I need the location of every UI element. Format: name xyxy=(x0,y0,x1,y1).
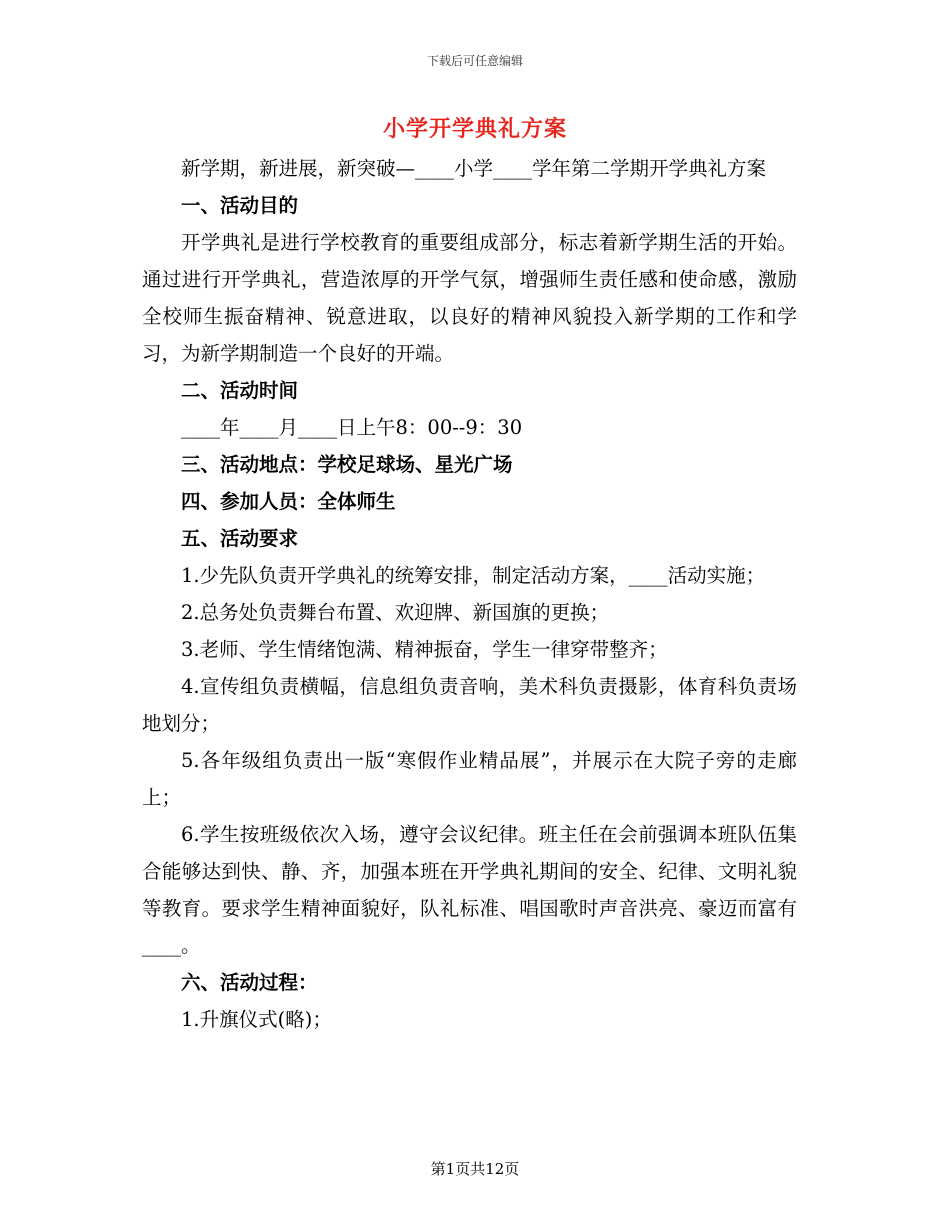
process-item: 1.升旗仪式(略)； xyxy=(181,1008,332,1031)
page-header: 下载后可任意编辑 xyxy=(426,54,523,68)
time-paragraph: ____年____月____日上午8：00--9：30 xyxy=(181,416,523,439)
requirement-item: 3.老师、学生情绪饱满、精神振奋，学生一律穿带整齐； xyxy=(181,638,668,661)
requirement-item: 2.总务处负责舞台布置、欢迎牌、新国旗的更换； xyxy=(181,601,610,624)
page-footer: 第1页共12页 xyxy=(430,1160,520,1178)
requirement-item: 4.宣传组负责横幅，信息组负责音响，美术科负责摄影，体育科负责场地划分； xyxy=(142,675,797,735)
purpose-paragraph: 开学典礼是进行学校教育的重要组成部分，标志着新学期生活的开始。通过进行开学典礼，营造浓厚的开学气氛，增强师生责任感和使命感，激励全校师生振奋精神、锐意进取，以良好的精神风貌投入新学期的工作和学习，为新学期制造一个良好的开端。 xyxy=(142,231,797,365)
requirement-item: 1.少先队负责开学典礼的统筹安排，制定活动方案，____活动实施； xyxy=(181,564,766,587)
requirement-item: 5.各年级组负责出一版“寒假作业精品展”，并展示在大院子旁的走廊上； xyxy=(142,749,797,809)
section-heading-time: 二、活动时间 xyxy=(181,379,299,402)
document-body xyxy=(142,150,797,1038)
section-heading-requirements: 五、活动要求 xyxy=(181,527,299,550)
section-heading-process: 六、活动过程： xyxy=(181,971,318,994)
section-heading-location: 三、活动地点：学校足球场、星光广场 xyxy=(181,453,513,476)
intro-paragraph: 新学期，新进展，新突破—____小学____学年第二学期开学典礼方案 xyxy=(181,157,767,180)
requirement-item: 6.学生按班级依次入场，遵守会议纪律。班主任在会前强调本班队伍集合能够达到快、静、齐，加强本班在开学典礼期间的安全、纪律、文明礼貌等教育。要求学生精神面貌好，队礼标准、唱国歌时声音洪亮、豪迈而富有____。 xyxy=(142,823,797,957)
document-title: 小学开学典礼方案 xyxy=(382,116,567,142)
section-heading-purpose: 一、活动目的 xyxy=(181,194,299,217)
section-heading-participants: 四、参加人员：全体师生 xyxy=(181,490,396,513)
